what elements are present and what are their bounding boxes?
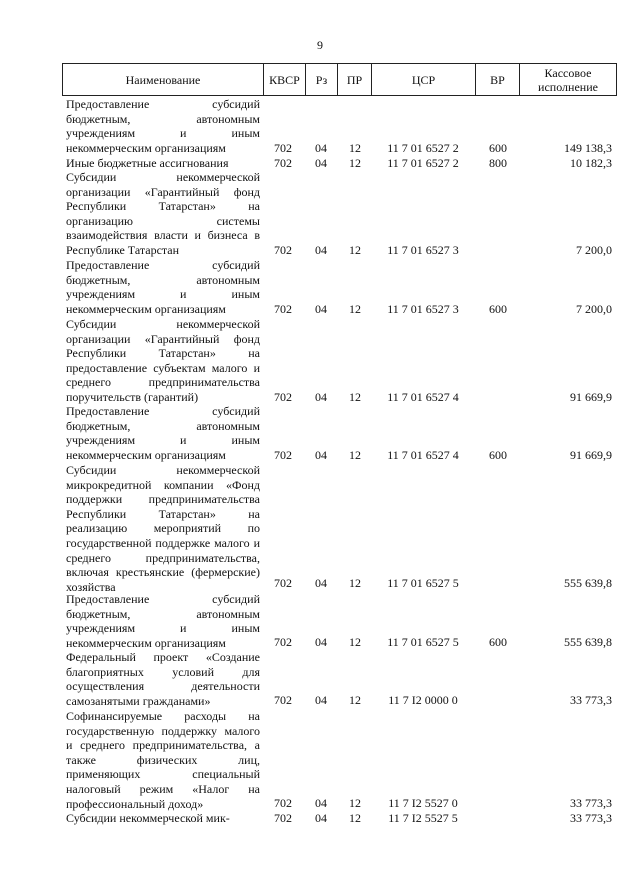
table-header bbox=[62, 63, 617, 96]
row-kvsr: 702 bbox=[274, 448, 292, 462]
header-name: Наименование bbox=[63, 64, 264, 96]
row-rz: 04 bbox=[315, 811, 327, 825]
row-amount: 7 200,0 bbox=[576, 243, 612, 257]
row-csr: 11 7 01 6527 2 bbox=[387, 141, 459, 155]
row-rz: 04 bbox=[315, 635, 327, 649]
row-csr: 11 7 01 6527 4 bbox=[387, 390, 459, 404]
row-rz: 04 bbox=[315, 141, 327, 155]
row-pr: 12 bbox=[349, 811, 361, 825]
header-amount: Кассовое исполнение bbox=[520, 64, 617, 96]
row-vr: 600 bbox=[489, 141, 507, 155]
row-csr: 11 7 01 6527 5 bbox=[387, 635, 459, 649]
row-amount: 91 669,9 bbox=[570, 448, 612, 462]
row-rz: 04 bbox=[315, 576, 327, 590]
row-csr: 11 7 I2 0000 0 bbox=[388, 693, 458, 707]
row-vr: 600 bbox=[489, 635, 507, 649]
row-csr: 11 7 01 6527 3 bbox=[387, 243, 459, 257]
row-pr: 12 bbox=[349, 635, 361, 649]
row-pr: 12 bbox=[349, 693, 361, 707]
row-name: Предоставление субсидий бюджетным, автономным учреждениям и иным некоммерческим организациям bbox=[66, 97, 260, 155]
row-rz: 04 bbox=[315, 796, 327, 810]
row-vr: 600 bbox=[489, 448, 507, 462]
row-amount: 555 639,8 bbox=[564, 635, 612, 649]
row-pr: 12 bbox=[349, 448, 361, 462]
row-kvsr: 702 bbox=[274, 635, 292, 649]
row-kvsr: 702 bbox=[274, 390, 292, 404]
row-kvsr: 702 bbox=[274, 141, 292, 155]
row-kvsr: 702 bbox=[274, 576, 292, 590]
row-name: Субсидии некоммерческой мик- bbox=[66, 811, 230, 825]
page-number: 9 bbox=[317, 38, 323, 52]
row-kvsr: 702 bbox=[274, 156, 292, 170]
row-csr: 11 7 01 6527 5 bbox=[387, 576, 459, 590]
row-rz: 04 bbox=[315, 243, 327, 257]
row-pr: 12 bbox=[349, 243, 361, 257]
row-amount: 33 773,3 bbox=[570, 693, 612, 707]
row-rz: 04 bbox=[315, 448, 327, 462]
row-rz: 04 bbox=[315, 390, 327, 404]
row-csr: 11 7 I2 5527 0 bbox=[388, 796, 458, 810]
row-csr: 11 7 01 6527 2 bbox=[387, 156, 459, 170]
row-kvsr: 702 bbox=[274, 693, 292, 707]
row-pr: 12 bbox=[349, 576, 361, 590]
row-vr: 600 bbox=[489, 302, 507, 316]
row-pr: 12 bbox=[349, 796, 361, 810]
row-amount: 149 138,3 bbox=[564, 141, 612, 155]
row-name: Иные бюджетные ассигнования bbox=[66, 156, 229, 170]
row-pr: 12 bbox=[349, 302, 361, 316]
row-amount: 91 669,9 bbox=[570, 390, 612, 404]
row-rz: 04 bbox=[315, 302, 327, 316]
row-kvsr: 702 bbox=[274, 796, 292, 810]
row-csr: 11 7 01 6527 4 bbox=[387, 448, 459, 462]
row-vr: 800 bbox=[489, 156, 507, 170]
row-name: Субсидии некоммерческой организации «Гарантийный фонд Республики Татарстан» на организацию системы взаимодействия власти и бизнеса в Республике Татарстан bbox=[66, 170, 260, 257]
row-kvsr: 702 bbox=[274, 302, 292, 316]
row-amount: 33 773,3 bbox=[570, 811, 612, 825]
header-vr: ВР bbox=[476, 64, 520, 96]
row-name: Предоставление субсидий бюджетным, автономным учреждениям и иным некоммерческим организациям bbox=[66, 258, 260, 316]
row-kvsr: 702 bbox=[274, 811, 292, 825]
row-name: Предоставление субсидий бюджетным, автономным учреждениям и иным некоммерческим организациям bbox=[66, 404, 260, 462]
row-rz: 04 bbox=[315, 693, 327, 707]
row-rz: 04 bbox=[315, 156, 327, 170]
row-amount: 33 773,3 bbox=[570, 796, 612, 810]
row-amount: 555 639,8 bbox=[564, 576, 612, 590]
header-pr: ПР bbox=[338, 64, 372, 96]
row-name: Федеральный проект «Создание благоприятных условий для осуществления деятельности самозанятыми гражданами» bbox=[66, 650, 260, 708]
row-amount: 10 182,3 bbox=[570, 156, 612, 170]
row-pr: 12 bbox=[349, 390, 361, 404]
row-csr: 11 7 I2 5527 5 bbox=[388, 811, 458, 825]
row-name: Субсидии некоммерческой организации «Гарантийный фонд Республики Татарстан» на предоставление субъектам малого и среднего предпринимательства поручительств (гарантий) bbox=[66, 317, 260, 404]
header-rz: Рз bbox=[306, 64, 338, 96]
row-kvsr: 702 bbox=[274, 243, 292, 257]
row-pr: 12 bbox=[349, 141, 361, 155]
row-name: Предоставление субсидий бюджетным, автономным учреждениям и иным некоммерческим организациям bbox=[66, 592, 260, 650]
row-pr: 12 bbox=[349, 156, 361, 170]
header-csr: ЦСР bbox=[372, 64, 476, 96]
row-amount: 7 200,0 bbox=[576, 302, 612, 316]
row-csr: 11 7 01 6527 3 bbox=[387, 302, 459, 316]
row-name: Субсидии некоммерческой микрокредитной компании «Фонд поддержки предпринимательства Республики Татарстан» на реализацию мероприятий по государственной поддержке малого и среднего предпринимательства, включая крестьянские (фермерские) хозяйства bbox=[66, 463, 260, 594]
row-name: Софинансируемые расходы на государственную поддержку малого и среднего предпринимательства, а также физических лиц, применяющих специальный налоговый режим «Налог на профессиональный доход» bbox=[66, 709, 260, 811]
header-kvsr: КВСР bbox=[264, 64, 306, 96]
